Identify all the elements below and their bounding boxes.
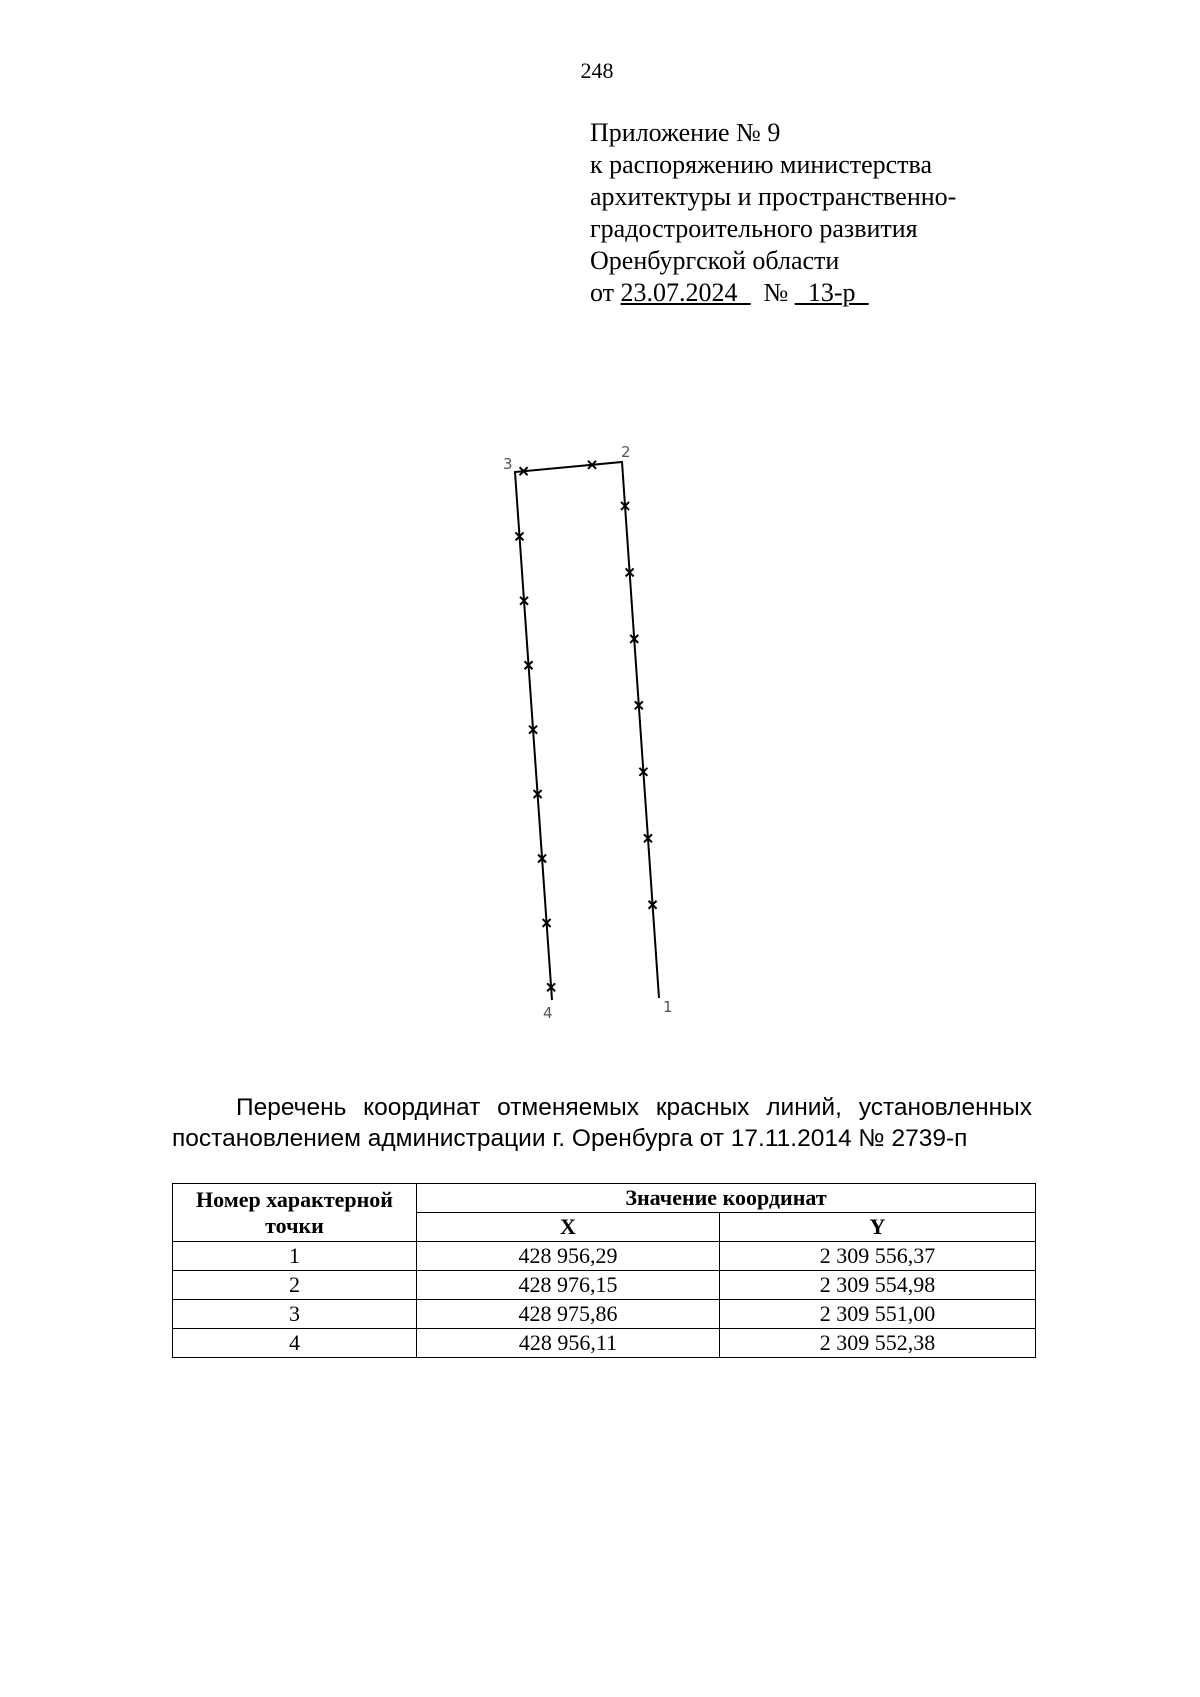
cell-y: 2 309 554,98 xyxy=(720,1271,1036,1300)
appendix-number: _13-р_ xyxy=(794,278,869,307)
cell-x: 428 975,86 xyxy=(417,1300,720,1329)
cell-y: 2 309 556,37 xyxy=(720,1242,1036,1271)
header-x: X xyxy=(417,1213,720,1242)
appendix-line: Оренбургской области xyxy=(590,246,840,275)
page-number: 248 xyxy=(580,58,614,83)
point-label: 3 xyxy=(503,455,513,473)
heading-line: Перечень координат отменяемых красных линий, установленных xyxy=(236,1094,1032,1121)
appendix-line: архитектуры и пространственно- xyxy=(590,182,957,211)
cell-point: 1 xyxy=(173,1242,417,1271)
cell-x: 428 956,29 xyxy=(417,1242,720,1271)
point-label: 2 xyxy=(621,443,631,461)
header-coordinates: Значение координат xyxy=(417,1184,1036,1213)
point-label: 1 xyxy=(663,998,673,1016)
cell-point: 4 xyxy=(173,1329,417,1358)
appendix-line: Приложение № 9 xyxy=(590,118,781,147)
cell-x: 428 976,15 xyxy=(417,1271,720,1300)
heading-line: постановлением администрации г. Оренбурга от 17.11.2014 № 2739-п xyxy=(172,1125,968,1152)
red-line-path xyxy=(515,462,659,1000)
header-point-number: Номер характерной точки xyxy=(173,1184,417,1242)
header-y: Y xyxy=(720,1213,1036,1242)
point-label: 4 xyxy=(543,1004,553,1022)
table-row xyxy=(173,1242,1036,1271)
coordinates-table xyxy=(172,1183,1036,1358)
table-row xyxy=(173,1271,1036,1300)
date-prefix: от xyxy=(590,278,621,307)
cell-point: 3 xyxy=(173,1300,417,1329)
cell-y: 2 309 552,38 xyxy=(720,1329,1036,1358)
table-row xyxy=(173,1300,1036,1329)
appendix-line: градостроительного развития xyxy=(590,214,918,243)
cell-point: 2 xyxy=(173,1271,417,1300)
appendix-line: к распоряжению министерства xyxy=(590,150,933,179)
cell-y: 2 309 551,00 xyxy=(720,1300,1036,1329)
table-row xyxy=(173,1329,1036,1358)
section-heading xyxy=(172,1092,1032,1154)
number-prefix: № xyxy=(750,278,795,307)
cell-x: 428 956,11 xyxy=(417,1329,720,1358)
appendix-date: 23.07.2024_ xyxy=(620,278,751,307)
